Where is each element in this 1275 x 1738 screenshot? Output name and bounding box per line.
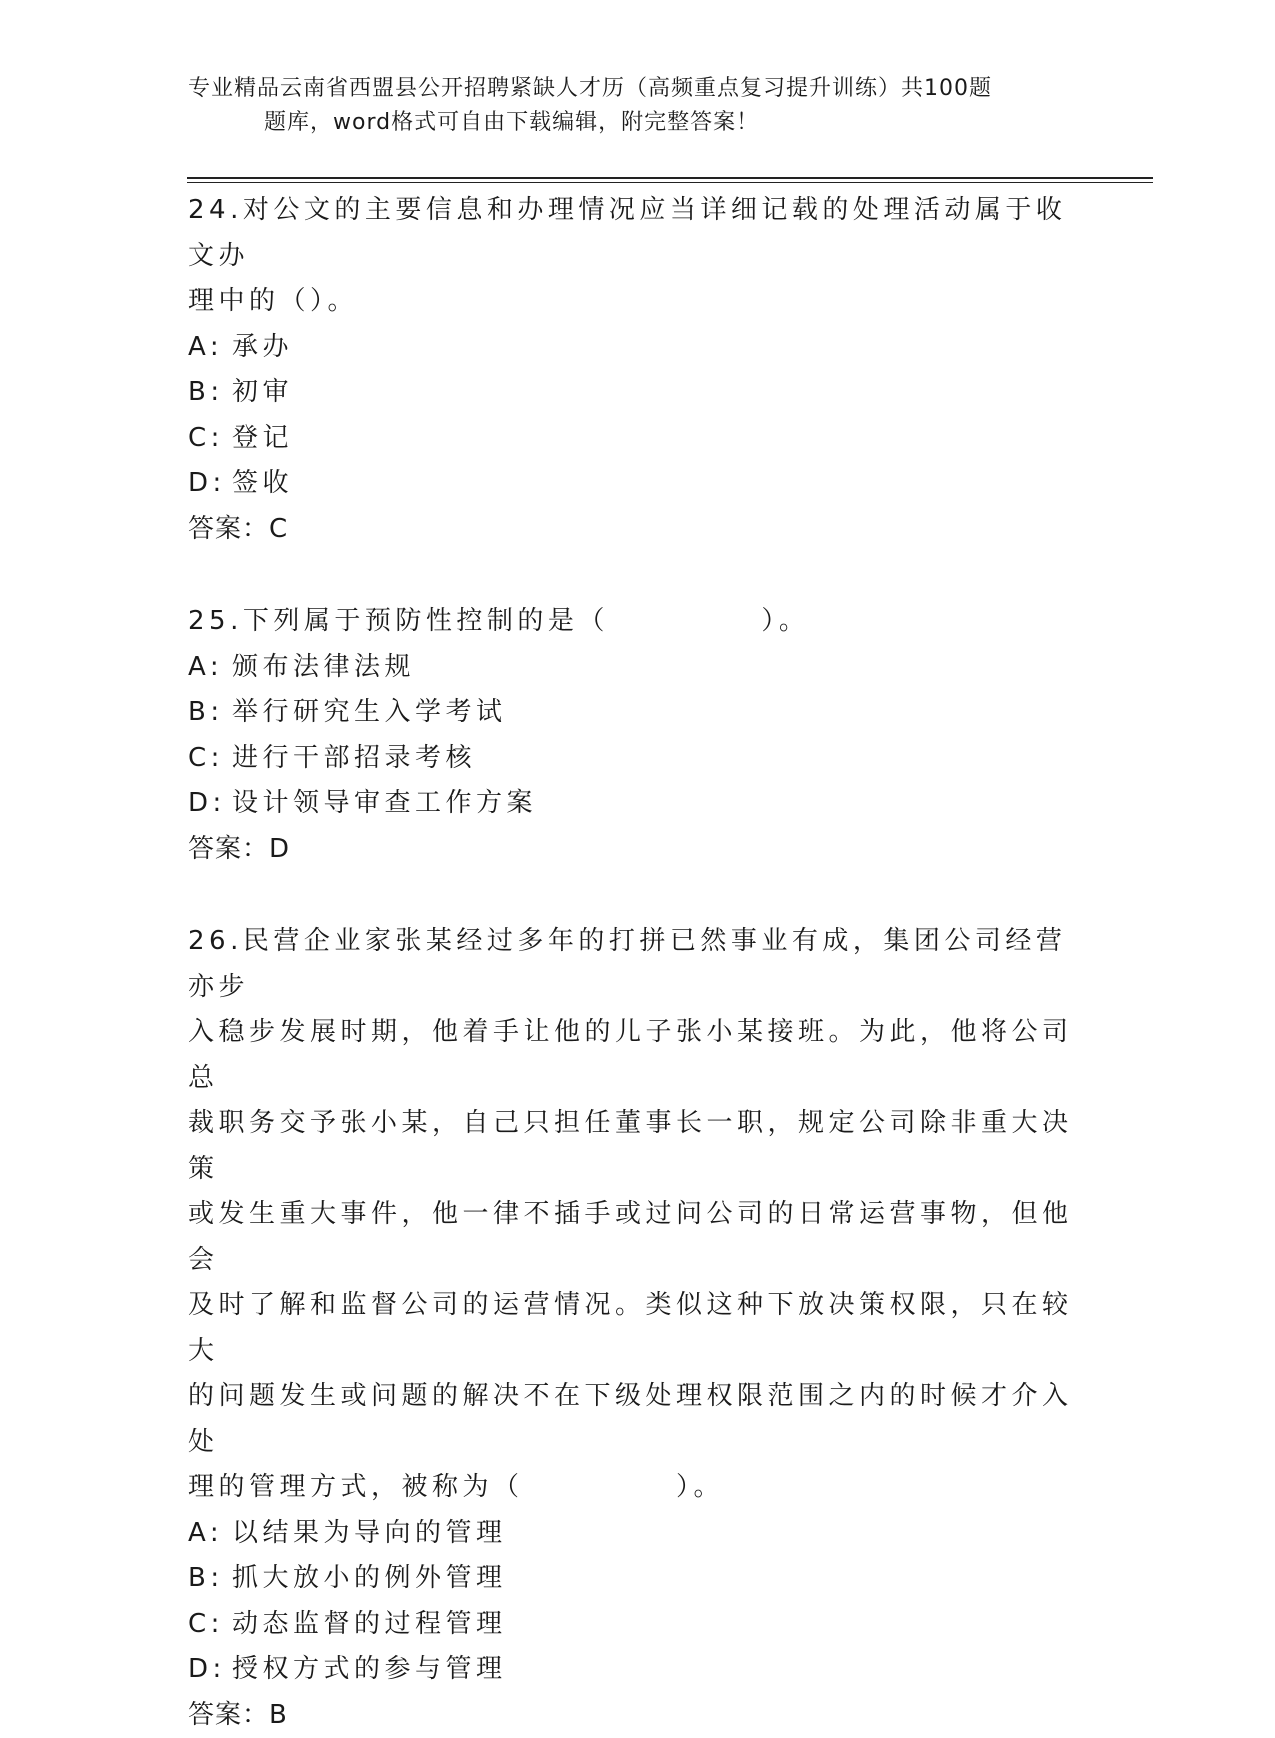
question-text-line: 或发生重大事件，他一律不插手或过问公司的日常运营事物，但他会: [188, 1192, 1078, 1283]
option-a: [188, 645, 1078, 691]
question-text-line: 入稳步发展时期，他着手让他的儿子张小某接班。为此，他将公司总: [188, 1010, 1078, 1101]
option-letter: A:: [188, 325, 232, 371]
option-a: [188, 325, 1078, 371]
option-letter: A:: [188, 645, 232, 691]
document-header: [188, 72, 1068, 140]
question-text-line: 的问题发生或问题的解决不在下级处理权限范围之内的时候才介入处: [188, 1374, 1078, 1465]
option-text: 以结果为导向的管理: [232, 1518, 507, 1548]
question-text-line: 24.对公文的主要信息和办理情况应当详细记载的处理活动属于收文办: [188, 188, 1078, 279]
option-text: 抓大放小的例外管理: [232, 1563, 507, 1593]
option-text: 设计领导审查工作方案: [232, 788, 537, 818]
option-d: [188, 461, 1078, 507]
answer-line: 答案：C: [188, 507, 1078, 553]
header-rule-thin: [187, 182, 1153, 183]
option-d: [188, 1647, 1078, 1693]
header-line-2: 题库，word格式可自由下载编辑，附完整答案！: [188, 106, 1068, 140]
option-text: 初审: [232, 377, 293, 407]
option-b: [188, 1556, 1078, 1602]
option-text: 动态监督的过程管理: [232, 1609, 507, 1639]
question-text-line: 25.下列属于预防性控制的是（ ）。: [188, 599, 1078, 645]
option-text: 进行干部招录考核: [232, 743, 476, 773]
option-letter: D:: [188, 781, 232, 827]
option-letter: D:: [188, 461, 232, 507]
option-letter: A:: [188, 1511, 232, 1557]
question-gap: [188, 552, 1078, 599]
option-letter: D:: [188, 1647, 232, 1693]
option-letter: C:: [188, 416, 232, 462]
option-text: 签收: [232, 468, 293, 498]
question-text-line: 及时了解和监督公司的运营情况。类似这种下放决策权限，只在较大: [188, 1283, 1078, 1374]
header-rule-thick: [187, 177, 1153, 179]
option-b: [188, 370, 1078, 416]
header-line-1: 专业精品云南省西盟县公开招聘紧缺人才历（高频重点复习提升训练）共100题: [188, 72, 1068, 106]
option-text: 颁布法律法规: [232, 652, 415, 682]
option-text: 承办: [232, 332, 293, 362]
option-b: [188, 690, 1078, 736]
question-text-line: 理的管理方式，被称为（ ）。: [188, 1465, 1078, 1511]
answer-line: 答案：D: [188, 827, 1078, 873]
answer-line: 答案：B: [188, 1693, 1078, 1738]
question-text-line: 26.民营企业家张某经过多年的打拼已然事业有成，集团公司经营亦步: [188, 919, 1078, 1010]
option-text: 登记: [232, 423, 293, 453]
option-text: 授权方式的参与管理: [232, 1654, 507, 1684]
question-text-line: 裁职务交予张小某，自己只担任董事长一职，规定公司除非重大决策: [188, 1101, 1078, 1192]
option-letter: B:: [188, 370, 232, 416]
option-c: [188, 1602, 1078, 1648]
option-letter: B:: [188, 1556, 232, 1602]
question-25: [188, 599, 1078, 872]
question-gap: [188, 872, 1078, 919]
question-24: [188, 188, 1078, 552]
option-text: 举行研究生入学考试: [232, 697, 507, 727]
option-c: [188, 736, 1078, 782]
option-letter: C:: [188, 736, 232, 782]
question-26: [188, 919, 1078, 1738]
option-d: [188, 781, 1078, 827]
question-text-line: 理中的（）。: [188, 279, 1078, 325]
option-c: [188, 416, 1078, 462]
option-letter: B:: [188, 690, 232, 736]
option-letter: C:: [188, 1602, 232, 1648]
option-a: [188, 1511, 1078, 1557]
question-list: [188, 188, 1078, 1738]
